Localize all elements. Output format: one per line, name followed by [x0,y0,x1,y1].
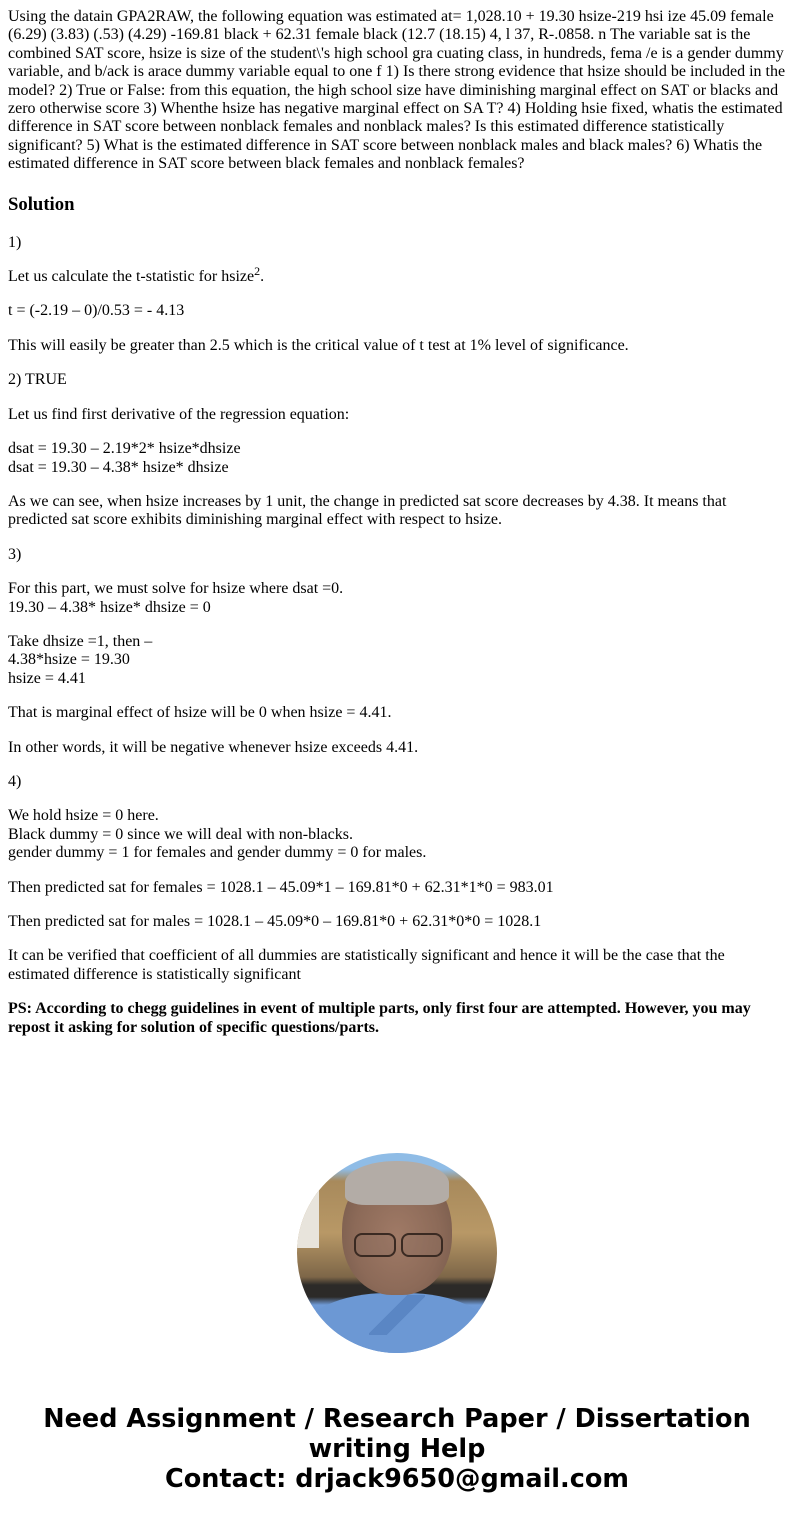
part-2-label: 2) TRUE [8,371,67,389]
equation: dsat = 19.30 – 2.19*2* hsize*dhsize [8,440,241,458]
author-avatar [297,1153,497,1353]
part-3 [8,546,786,757]
part-3-setup: For this part, we must solve for hsize where dsat =0. 19.30 – 4.38* hsize* dhsize = 0 [8,580,344,616]
promo-contact: Contact: drjack9650@gmail.com [165,1464,629,1494]
ps-note: PS: According to chegg guidelines in event of multiple parts, only first four are attempted. However, you may repost it asking for solution of specific questions/parts. [8,1000,751,1036]
promo-line-1: Need Assignment / Research Paper / Dissertation [43,1404,751,1434]
part-1-tstat: t = (-2.19 – 0)/0.53 = - 4.13 [8,302,185,320]
part-1-label: 1) [8,233,22,251]
superscript: 2 [254,264,261,279]
part-4-females: Then predicted sat for females = 1028.1 – 45.09*1 – 169.81*0 + 62.31*1*0 = 983.01 [8,878,554,896]
part-2-equations [8,440,786,477]
part-4-significance: It can be verified that coefficient of all dummies are statistically significant and hence it will be the case that the estimated difference is statistically significant [8,947,725,983]
solution-heading: Solution [8,193,75,215]
glasses-icon [401,1233,443,1257]
part-2-intro: Let us find first derivative of the regression equation: [8,405,350,423]
part-1 [8,234,786,356]
equation: dsat = 19.30 – 4.38* hsize* dhsize [8,458,229,476]
part-3-interpretation: In other words, it will be negative whenever hsize exceeds 4.41. [8,738,419,756]
part-1-intro: Let us calculate the t-statistic for hsize$^2$. [8,264,265,286]
avatar-collar [369,1295,425,1335]
promo-banner [0,1404,794,1494]
glasses-icon [354,1233,396,1257]
part-2 [8,371,786,529]
question-text: Using the datain GPA2RAW, the following equation was estimated at= 1,028.10 + 19.30 hsize-219 hsi ize 45.09 female (6.29) (3.83) (.53) (4.29) -169.81 black + 62.31 female black (12.7 (18.15) 4, l 37, R-.0858. n The variable sat is the combined SAT score, hsize is size of the student\'s high school gra cuating class, in hundreds, fema /e is a gender dummy variable, and b/ack is arace dummy variable equal to one f 1) Is there strong evidence that hsize should be included in the model? 2) True or False: from this equation, the high school size have diminishing marginal effect on SAT or blacks and zero otherwise score 3) Whenthe hsize has negative marginal effect on SA T? 4) Holding hsie fixed, whatis the estimated difference in SAT score between nonblack females and nonblack males? Is this estimated difference statistically significant? 5) What is the estimated difference in SAT score between nonblack males and black males? 6) Whatis the estimated difference in SAT score between black females and nonblack females? [8,8,786,173]
avatar-wall-switch [297,1188,319,1248]
part-2-explanation: As we can see, when hsize increases by 1 unit, the change in predicted sat score decreases by 4.38. It means that predicted sat score exhibits diminishing marginal effect with respect to hsize. [8,492,727,529]
part-4-label: 4) [8,772,22,790]
part-1-conclusion: This will easily be greater than 2.5 which is the critical value of t test at 1% level of significance. [8,336,629,354]
avatar-hair [345,1161,449,1205]
part-4-assumptions: We hold hsize = 0 here. Black dummy = 0 since we will deal with non-blacks. gender dummy = 1 for females and gender dummy = 0 for males. [8,807,427,862]
part-4-males: Then predicted sat for males = 1028.1 – 45.09*0 – 169.81*0 + 62.31*0*0 = 1028.1 [8,913,542,930]
part-4 [8,773,786,984]
part-3-solve: Take dhsize =1, then – 4.38*hsize = 19.30 hsize = 4.41 [8,632,153,687]
part-3-label: 3) [8,545,22,563]
part-3-result: That is marginal effect of hsize will be 0 when hsize = 4.41. [8,704,392,722]
promo-line-2: writing Help [308,1434,486,1464]
